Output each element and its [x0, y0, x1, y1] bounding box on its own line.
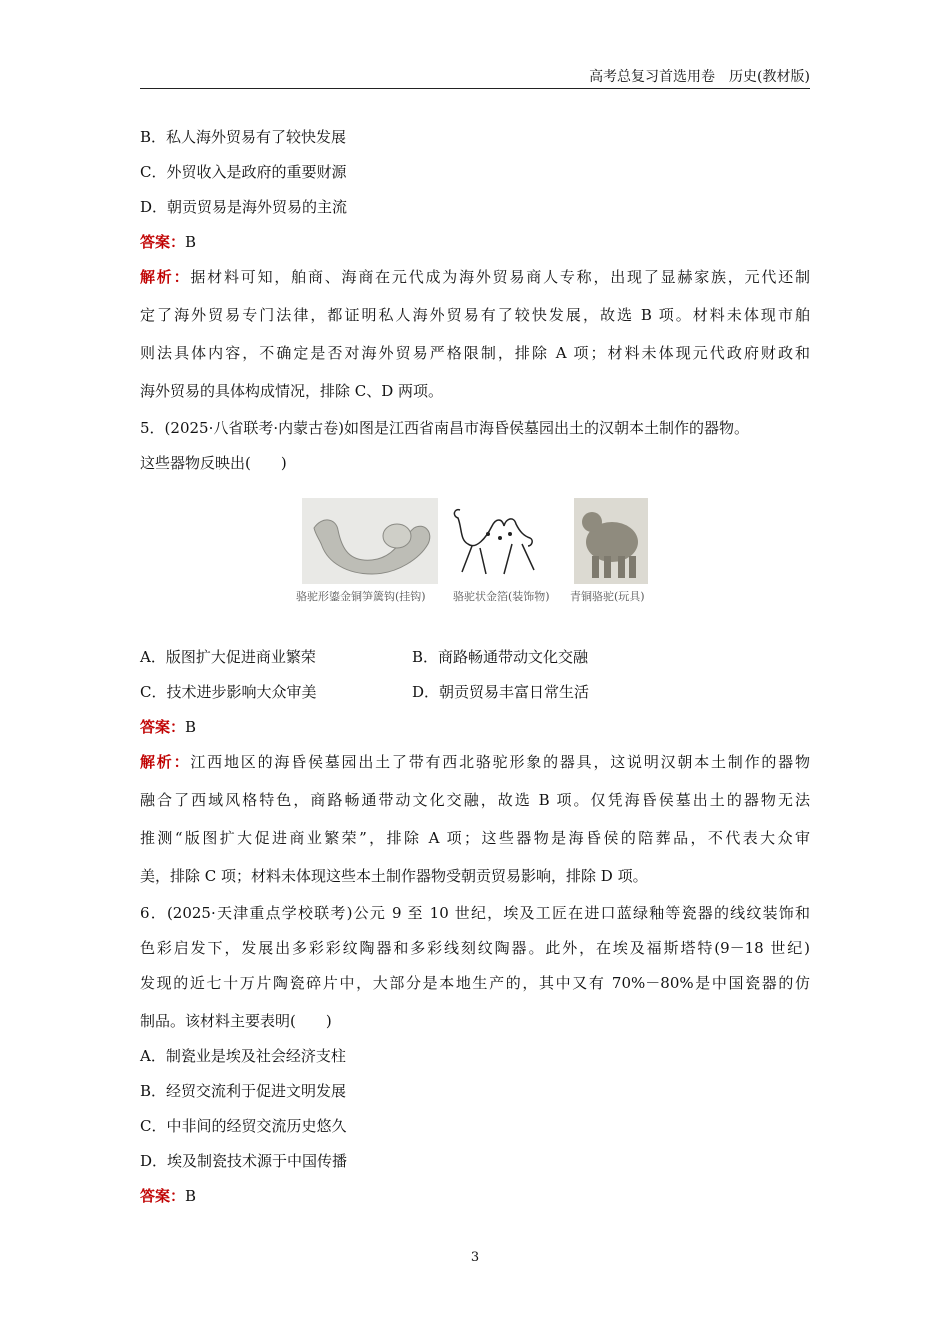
answer-label: 答案： — [140, 718, 186, 736]
answer-label: 答案： — [140, 1187, 186, 1205]
q4-option-c: C．外贸收入是政府的重要财源 — [140, 163, 347, 181]
q4-answer — [140, 232, 196, 252]
camel-hook-photo — [302, 498, 438, 584]
q5-stem-line: 5．(2025·八省联考·内蒙古卷)如图是江西省南昌市海昏侯墓园出土的汉朝本土制作的器物。 — [140, 419, 749, 437]
answer-value: B — [185, 233, 197, 251]
q6-option-c: C．中非间的经贸交流历史悠久 — [140, 1117, 347, 1135]
q5-option-a: A．版图扩大促进商业繁荣 — [140, 648, 316, 666]
q6-answer — [140, 1186, 196, 1206]
q4-analysis-line: 则法具体内容，不确定是否对海外贸易严格限制，排除 A 项；材料未体现元代政府财政和 — [140, 344, 810, 362]
caption: 青铜骆驼(玩具) — [570, 590, 645, 603]
answer-label: 答案： — [140, 233, 186, 251]
page-number: 3 — [470, 1250, 480, 1265]
q5-figure — [296, 496, 660, 611]
page-header — [140, 66, 810, 89]
q6-option-a: A．制瓷业是埃及社会经济支柱 — [140, 1047, 346, 1065]
q5-option-d: D．朝贡贸易丰富日常生活 — [412, 683, 590, 701]
q4-option-b: B．私人海外贸易有了较快发展 — [140, 128, 347, 146]
q5-analysis-line: 推测“版图扩大促进商业繁荣”，排除 A 项；这些器物是海昏侯的陪葬品，不代表大众审 — [140, 829, 810, 847]
analysis-label: 解析： — [140, 753, 191, 771]
caption: 骆驼形鎏金铜笋簴钩(挂钩) — [296, 590, 426, 603]
q4-analysis-line: 海外贸易的具体构成情况，排除 C、D 两项。 — [140, 382, 444, 400]
q4-analysis-line: 解析：据材料可知，舶商、海商在元代成为海外贸易商人专称，出现了显赫家族，元代还制 — [140, 268, 810, 286]
q4-analysis-line: 定了海外贸易专门法律，都证明私人海外贸易有了较快发展，故选 B 项。材料未体现市舶 — [140, 306, 810, 324]
q5-option-c: C．技术进步影响大众审美 — [140, 683, 317, 701]
q5-stem-line: 这些器物反映出( ) — [140, 454, 287, 472]
q4-option-d: D．朝贡贸易是海外贸易的主流 — [140, 198, 348, 216]
q5-analysis-line: 解析：江西地区的海昏侯墓园出土了带有西北骆驼形象的器具，这说明汉朝本土制作的器物 — [140, 753, 810, 771]
caption: 骆驼状金箔(装饰物) — [453, 590, 550, 603]
header-title: 高考总复习首选用卷 历史(教材版) — [589, 69, 810, 85]
q6-option-d: D．埃及制瓷技术源于中国传播 — [140, 1152, 348, 1170]
q6-stem-line: 色彩启发下，发展出多彩彩纹陶器和多彩线刻纹陶器。此外，在埃及福斯塔特(9－18 世纪) — [140, 939, 810, 957]
camel-foil-drawing — [442, 498, 544, 584]
answer-value: B — [185, 718, 197, 736]
q5-analysis-line: 融合了西域风格特色，商路畅通带动文化交融，故选 B 项。仅凭海昏侯墓出土的器物无法 — [140, 791, 810, 809]
answer-value: B — [185, 1187, 197, 1205]
q6-stem-line: 制品。该材料主要表明( ) — [140, 1012, 332, 1030]
q5-option-b: B．商路畅通带动文化交融 — [412, 648, 589, 666]
q6-stem-line: 6．(2025·天津重点学校联考)公元 9 至 10 世纪，埃及工匠在进口蓝绿釉等瓷器的线纹装饰和 — [140, 904, 810, 922]
q5-answer — [140, 717, 196, 737]
bronze-camel-photo — [574, 498, 648, 584]
q6-option-b: B．经贸交流利于促进文明发展 — [140, 1082, 347, 1100]
q6-stem-line: 发现的近七十万片陶瓷碎片中，大部分是本地生产的，其中又有 70%－80%是中国瓷器的仿 — [140, 974, 810, 992]
analysis-label: 解析： — [140, 268, 191, 286]
q5-analysis-line: 美，排除 C 项；材料未体现这些本土制作器物受朝贡贸易影响，排除 D 项。 — [140, 867, 648, 885]
